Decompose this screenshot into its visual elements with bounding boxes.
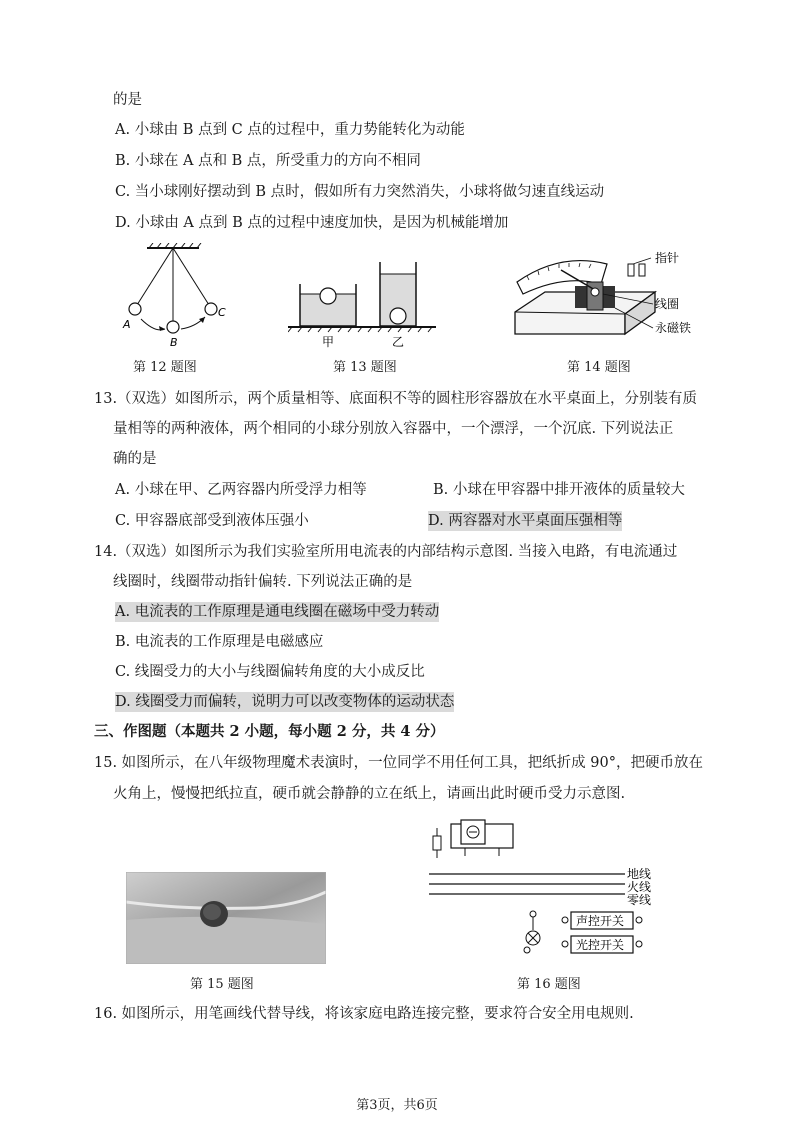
fig16-label-neutral: 零线 [627,893,652,907]
fig16-caption: 第 16 题图 [517,977,581,992]
fig16-circuit [425,818,675,958]
fig13-containers [288,258,438,350]
fig14-label-coil: 线圈 [655,297,680,311]
q13-option-d: D. 两容器对水平桌面压强相等 [428,513,623,529]
fig16-label-light-switch: 光控开关 [576,938,625,952]
q14-option-a: A. 电流表的工作原理是通电线圈在磁场中受力转动 [115,604,440,620]
q16-stem-line1: 16. 如图所示，用笔画线代替导线，将该家庭电路连接完整，要求符合安全用电规则. [94,1006,634,1022]
fig14-label-magnet: 永磁铁 [655,321,692,335]
fig12-label-b: B [170,336,178,348]
q12-option-c: C. 当小球刚好摆动到 B 点时，假如所有力突然消失，小球将做匀速直线运动 [115,184,605,200]
fig14-label-pointer: 指针 [655,251,680,265]
fig12-caption: 第 12 题图 [133,360,197,375]
q13-stem-line1: 13.（双选）如图所示，两个质量相等、底面积不等的圆柱形容器放在水平桌面上，分别装有质 [94,391,698,407]
fig13-label-yi: 乙 [392,335,405,349]
fig12-label-c: C [218,306,226,319]
q14-option-d: D. 线圈受力而偏转，说明力可以改变物体的运动状态 [115,694,455,710]
q14-stem-line1: 14.（双选）如图所示为我们实验室所用电流表的内部结构示意图. 当接入电路，有电流通过 [94,544,678,560]
q14-stem-line2: 线圈时，线圈带动指针偏转. 下列说法正确的是 [113,574,413,590]
q12-option-a: A. 小球由 B 点到 C 点的过程中，重力势能转化为动能 [115,122,465,138]
fig12-label-a: A [123,318,131,331]
fig14-caption: 第 14 题图 [567,360,631,375]
fig16-label-ground: 地线 [627,867,652,881]
fig16-label-sound-switch: 声控开关 [576,914,625,928]
fig15-caption: 第 15 题图 [190,977,254,992]
q15-stem-line1: 15. 如图所示，在八年级物理魔术表演时，一位同学不用任何工具，把纸折成 90°，把硬币放在 [94,755,703,771]
page-footer: 第3页，共6页 [356,1098,438,1113]
fig12-pendulum [115,243,235,348]
fig16-label-live: 火线 [627,880,652,894]
q15-stem-line2: 火角上，慢慢把纸拉直，硬币就会静静的立在纸上，请画出此时硬币受力示意图. [113,786,626,802]
q13-stem-line2: 量相等的两种液体，两个相同的小球分别放入容器中，一个漂浮，一个沉底. 下列说法正 [113,421,674,437]
q12-option-b: B. 小球在 A 点和 B 点，所受重力的方向不相同 [115,153,421,169]
q12-stem-tail: 的是 [113,92,142,108]
fig13-label-jia: 甲 [322,335,335,349]
q13-stem-line3: 确的是 [113,451,157,467]
q13-option-a: A. 小球在甲、乙两容器内所受浮力相等 [115,482,367,498]
fig14-ammeter [505,242,705,352]
q12-option-d: D. 小球由 A 点到 B 点的过程中速度加快，是因为机械能增加 [115,215,509,231]
fig15-photo [126,872,326,964]
q13-option-c: C. 甲容器底部受到液体压强小 [115,513,309,529]
q13-option-b: B. 小球在甲容器中排开液体的质量较大 [433,482,685,498]
q14-option-c: C. 线圈受力的大小与线圈偏转角度的大小成反比 [115,664,425,680]
fig13-caption: 第 13 题图 [333,360,397,375]
section3-heading: 三、作图题（本题共 2 小题，每小题 2 分，共 4 分） [94,723,445,740]
q14-option-b: B. 电流表的工作原理是电磁感应 [115,634,324,650]
